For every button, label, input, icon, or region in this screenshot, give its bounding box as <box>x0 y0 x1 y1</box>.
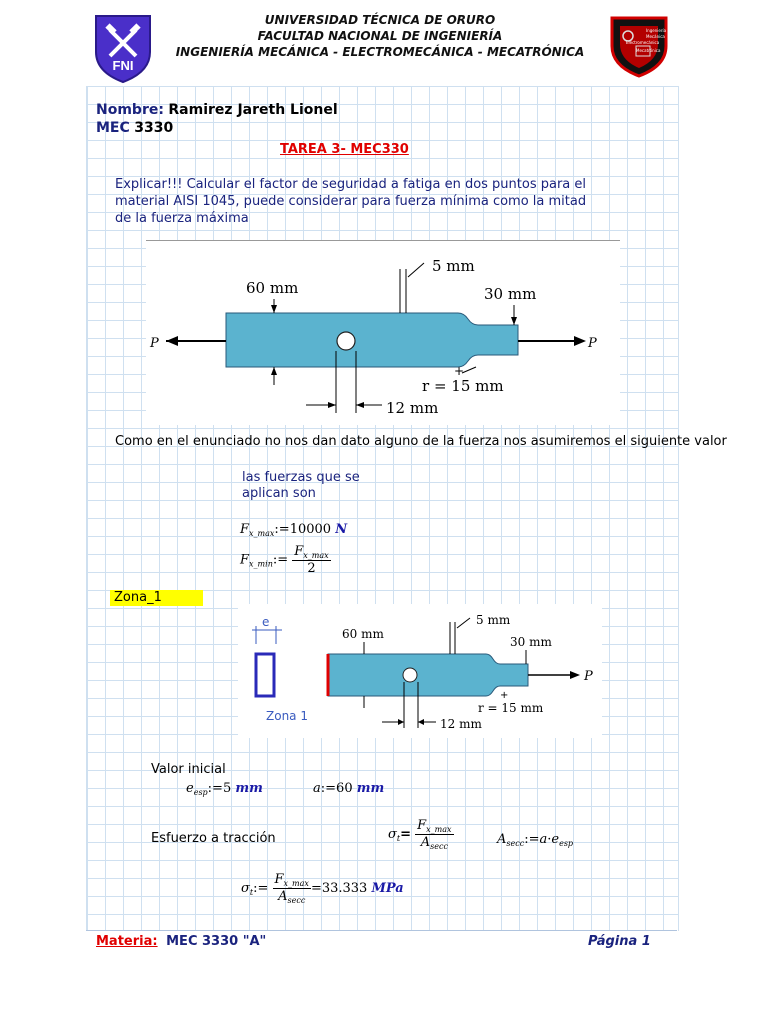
sigma-def-den-symbol: A <box>420 835 431 850</box>
sigma-calculation <box>241 872 404 905</box>
assignment-title: TAREA 3- MEC330 <box>280 142 409 157</box>
dim2-30mm: 30 mm <box>510 635 552 649</box>
sigma-calc-den-symbol: A <box>278 889 288 904</box>
problem-prompt: Explicar!!! Calcular el factor de seguridad a fatiga en dos puntos para el material AISI 1045, puede considerar para fuerza mínima como la mitad de la fuerza máxima <box>115 177 587 226</box>
dept-logo-line4: Mecatrónica <box>636 48 661 53</box>
a-unit: mm <box>356 781 385 796</box>
fx-min-symbol: F <box>240 552 250 568</box>
sigma-calc-den-sub: secc <box>287 896 306 905</box>
label-e: e <box>262 615 270 629</box>
fx-max-symbol: F <box>240 522 250 537</box>
sigma-calc-sub: t <box>249 888 254 897</box>
dept-logo-line1: Ingeniería <box>646 28 667 33</box>
course-label: MEC <box>96 120 130 136</box>
footer-subject-value: MEC 3330 "A" <box>166 934 267 949</box>
fx-min-assign: := <box>272 552 289 568</box>
dept-logo-line3: Electromecánica <box>626 40 660 45</box>
e-esp-assign: := <box>207 781 223 796</box>
e-esp-unit: mm <box>235 781 263 796</box>
area-definition <box>497 832 573 848</box>
course-line <box>96 120 173 136</box>
sigma-def-sub: t <box>396 834 401 843</box>
course-number: 3330 <box>134 120 174 136</box>
fx-max-sub: x_max <box>249 529 275 538</box>
fx-max-unit: N <box>335 522 348 537</box>
e-esp-definition <box>186 781 263 797</box>
zone-1-highlight: Zona_1 <box>110 590 203 606</box>
sigma-calc-fraction <box>273 872 311 905</box>
initial-value-label: Valor inicial <box>151 762 226 777</box>
sigma-calc-num-sub: x_max <box>283 879 309 888</box>
fx-min-sub: x_min <box>249 559 273 569</box>
fni-logo-text: FNI <box>112 58 134 73</box>
dim-30mm: 30 mm <box>484 285 537 303</box>
sigma-calc-assign: := <box>253 881 269 896</box>
dim2-5mm: 5 mm <box>476 613 511 627</box>
dim-60mm: 60 mm <box>246 279 299 297</box>
force-label-2: P <box>584 669 593 684</box>
svg-text:+: + <box>454 364 465 378</box>
area-sub: secc <box>506 839 525 848</box>
e-esp-value: 5 <box>222 781 232 796</box>
fx-min-num-sub: x_max <box>303 551 329 560</box>
area-expr-a: a <box>539 832 548 847</box>
department-logo <box>606 12 672 78</box>
zona-1-caption: Zona 1 <box>266 709 308 723</box>
e-esp-sub: esp <box>193 788 208 797</box>
department-name: INGENIERÍA MECÁNICA - ELECTROMECÁNICA - MECATRÓNICA <box>175 45 585 59</box>
sigma-calc-value: 33.333 <box>321 881 368 896</box>
student-name: Ramirez Jareth Lionel <box>168 102 338 118</box>
faculty-name: FACULTAD NACIONAL DE INGENIERÍA <box>257 29 503 43</box>
tension-label: Esfuerzo a tracción <box>151 831 276 846</box>
a-definition <box>313 781 384 796</box>
footer-page: Página 1 <box>588 934 651 949</box>
fx-max-assign: := <box>274 522 290 537</box>
a-assign: := <box>320 781 337 796</box>
dim2-radius: r = 15 mm <box>478 701 544 715</box>
dim2-12mm: 12 mm <box>440 717 482 731</box>
sigma-calc-eq: = <box>310 881 322 896</box>
sigma-calc-unit: MPa <box>371 881 404 896</box>
bar-figure-1 <box>146 240 620 425</box>
area-assign: := <box>524 832 540 847</box>
dim-12mm: 12 mm <box>386 399 439 417</box>
fx-min-num-symbol: F <box>294 544 304 559</box>
sigma-calc-num-symbol: F <box>274 872 284 887</box>
area-expr-e-sub: esp <box>559 839 574 848</box>
dim-radius: r = 15 mm <box>422 377 504 395</box>
footer-subject <box>96 934 266 949</box>
a-symbol: a <box>313 781 321 796</box>
university-name: UNIVERSIDAD TÉCNICA DE ORURO <box>264 13 496 27</box>
dim-5mm: 5 mm <box>432 257 475 275</box>
footer-subject-label: Materia: <box>96 934 158 949</box>
force-label-left: P <box>150 336 159 351</box>
bar-figure-2 <box>238 604 602 738</box>
sigma-def-den-sub: secc <box>430 842 448 851</box>
sigma-def-fraction <box>415 818 453 851</box>
forces-text-2: aplican son <box>242 486 316 501</box>
dim2-60mm: 60 mm <box>342 627 384 641</box>
fx-max-value: 10000 <box>289 522 332 537</box>
area-symbol: A <box>497 832 507 847</box>
force-label-right: P <box>588 336 597 351</box>
fx-min-definition <box>240 544 331 576</box>
name-label: Nombre: <box>96 102 164 118</box>
footer-divider <box>86 930 677 931</box>
a-value: 60 <box>336 781 353 796</box>
student-name-line <box>96 102 338 118</box>
fx-max-definition <box>240 522 347 538</box>
assumption-statement: Como en el enunciado no nos dan dato alguno de la fuerza nos asumiremos el siguiente valor <box>115 434 727 449</box>
sigma-def-symbol: σ <box>388 827 397 842</box>
fx-min-fraction <box>292 544 330 576</box>
sigma-calc-symbol: σ <box>241 881 250 896</box>
forces-text-1: las fuerzas que se <box>242 470 360 485</box>
svg-text:+: + <box>500 690 509 701</box>
fx-min-den: 2 <box>307 561 316 576</box>
area-expr-e: e <box>551 832 560 847</box>
sigma-def-num-symbol: F <box>417 818 427 833</box>
sigma-def-eq: = <box>400 827 411 842</box>
e-esp-symbol: e <box>186 781 194 796</box>
dept-logo-line2: Mecánica <box>646 34 665 39</box>
sigma-def-num-sub: x_max <box>426 825 452 834</box>
sigma-definition <box>388 818 454 851</box>
area-dot: · <box>547 832 552 847</box>
